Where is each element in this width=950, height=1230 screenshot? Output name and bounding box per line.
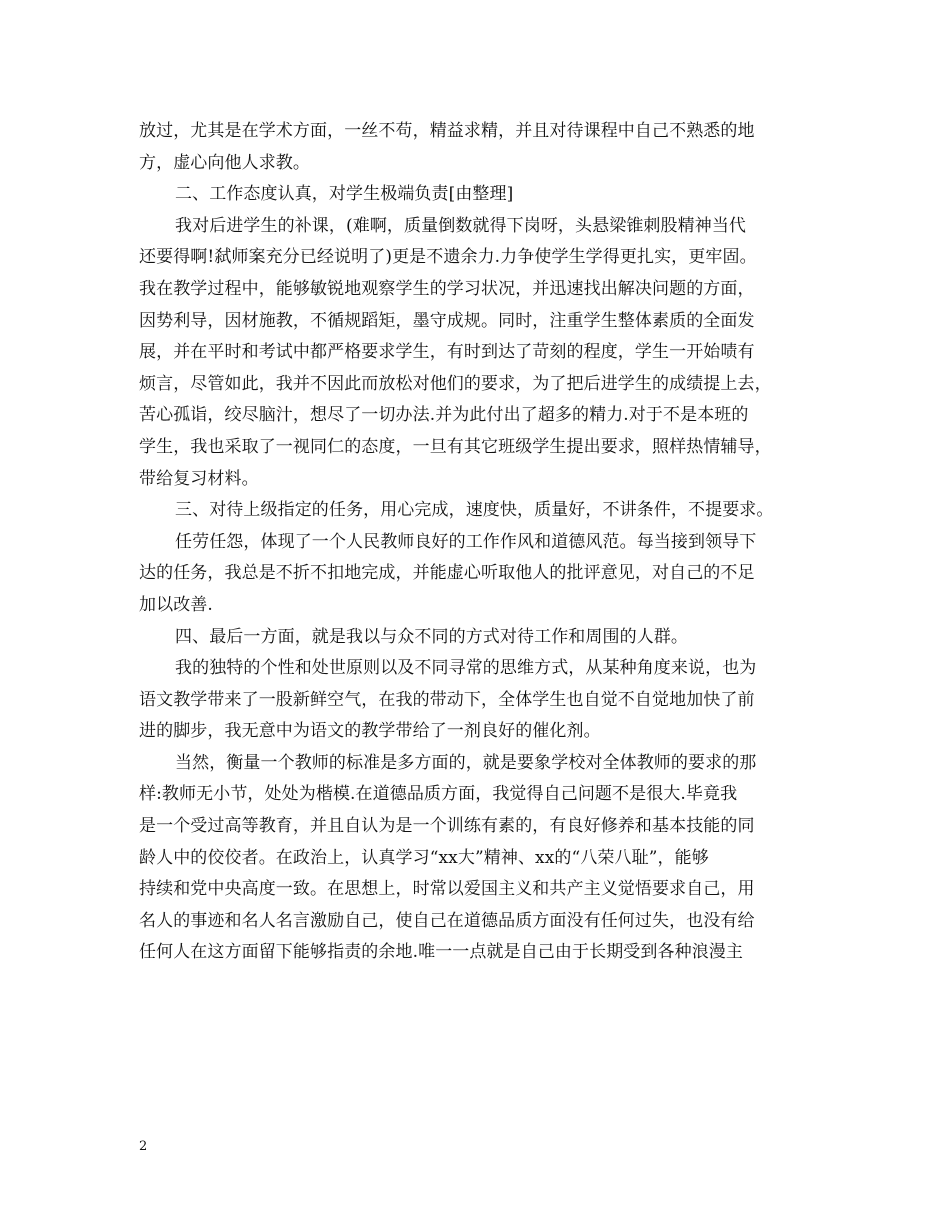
text-line: 我的独特的个性和处世原则以及不同寻常的思维方式，从某种角度来说，也为: [175, 658, 757, 679]
page-number: 2: [139, 1139, 148, 1154]
text-line: 带给复习材料。: [139, 468, 259, 489]
text-line: 是一个受过高等教育，并且自认为是一个训练有素的，有良好修养和基本技能的同: [139, 816, 755, 837]
text-line: 我在教学过程中，能够敏锐地观察学生的学习状况，并迅速找出解决问题的方面，: [139, 278, 755, 299]
section-heading-3: 三、对待上级指定的任务，用心完成，速度快，质量好，不讲条件，不提要求。: [175, 500, 774, 521]
text-line: 苦心孤诣，绞尽脑汁，想尽了一切办法.并为此付出了超多的精力.对于不是本班的: [139, 405, 749, 426]
text-line: 烦言，尽管如此，我并不因此而放松对他们的要求，为了把后进学生的成绩提上去，: [139, 373, 772, 394]
text-line: 持续和党中央高度一致。在思想上，时常以爱国主义和共产主义觉悟要求自己，用: [139, 879, 755, 900]
section-heading-2: 二、工作态度认真，对学生极端负责[由整理]: [175, 184, 514, 205]
text-line: 因势利导，因材施教，不循规蹈矩，墨守成规。同时，注重学生整体素质的全面发: [139, 310, 755, 331]
text-line: 展，并在平时和考试中都严格要求学生，有时到达了苛刻的程度，学生一开始啧有: [139, 342, 755, 363]
text-line: 加以改善.: [139, 594, 213, 615]
body-text: [139, 116, 814, 969]
text-line: 名人的事迹和名人名言激励自己，使自己在道德品质方面没有任何过失，也没有给: [139, 910, 755, 931]
text-line: 任劳任怨，体现了一个人民教师良好的工作作风和道德风范。每当接到领导下: [175, 531, 757, 552]
text-line: 方，虚心向他人求教。: [139, 152, 310, 173]
text-line: 我对后进学生的补课，(难啊，质量倒数就得下岗呀，头悬梁锥刺股精神当代: [175, 215, 747, 236]
text-line: 龄人中的佼佼者。在政治上，认真学习“xx大”精神、xx的“八荣八耻”，能够: [139, 847, 709, 868]
section-heading-4: 四、最后一方面，就是我以与众不同的方式对待工作和周围的人群。: [175, 626, 688, 647]
text-line: 放过，尤其是在学术方面，一丝不苟，精益求精，并且对待课程中自己不熟悉的地: [139, 121, 755, 141]
text-line: 当然，衡量一个教师的标准是多方面的，就是要象学校对全体教师的要求的那: [175, 752, 757, 773]
text-line: 学生，我也采取了一视同仁的态度，一旦有其它班级学生提出要求，照样热情辅导，: [139, 436, 772, 457]
text-line: 样:教师无小节，处处为楷模.在道德品质方面，我觉得自己问题不是很大.毕竟我: [139, 784, 738, 805]
text-line: 达的任务，我总是不折不扣地完成，并能虚心听取他人的批评意见，对自己的不足: [139, 563, 755, 584]
text-line: 语文教学带来了一股新鲜空气，在我的带动下，全体学生也自觉不自觉地加快了前: [139, 689, 755, 710]
text-line: 任何人在这方面留下能够指责的余地.唯一一点就是自己由于长期受到各种浪漫主: [139, 942, 744, 963]
text-line: 进的脚步，我无意中为语文的教学带给了一剂良好的催化剂。: [139, 721, 601, 742]
text-line: 还要得啊!弑师案充分已经说明了)更是不遗余力.力争使学生学得更扎实，更牢固。: [139, 247, 757, 268]
